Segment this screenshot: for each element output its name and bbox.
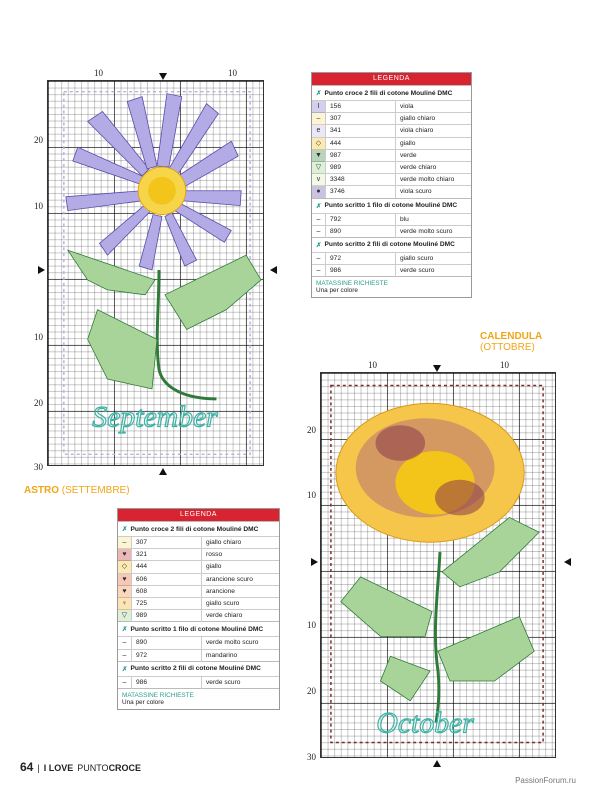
dmc-code: 321 [132, 549, 202, 561]
calendula-caption-main: CALENDULA [480, 331, 543, 342]
chart2-axis-top-10b: 10 [500, 360, 509, 370]
page-number: 64 [20, 760, 34, 774]
legend-astro-back2-row [312, 264, 471, 276]
legend-astro-back2-title: ✗ Punto scritto 2 fili di cotone Mouliné DMC [312, 237, 471, 252]
color-name: verde molto chiaro [400, 176, 455, 184]
legend-astro-title: LEGENDA [312, 73, 471, 85]
dmc-code: 972 [326, 253, 396, 265]
chart1-center-marker-right [270, 266, 277, 274]
chart2-axis-top-10a: 10 [368, 360, 377, 370]
watermark: PassionForum.ru [515, 776, 576, 785]
legend-astro-cross-row [312, 185, 471, 197]
symbol-icon: – [312, 214, 326, 226]
legend-calendula-cross-row [118, 573, 279, 585]
legend-calendula-cross-title: ✗ Punto croce 2 fili di cotone Mouliné DMC [118, 521, 279, 536]
color-name: giallo scuro [206, 599, 240, 607]
symbol-icon: – [118, 677, 132, 689]
cross-icon: ✗ [316, 202, 322, 210]
color-name: verde chiaro [400, 163, 437, 171]
color-name: viola scuro [400, 188, 432, 196]
chart1-center-marker-top [159, 73, 167, 80]
legend-calendula-back2-title: ✗ Punto scritto 2 fili di cotone Mouliné DMC [118, 661, 279, 676]
legend-astro-back1-row [312, 213, 471, 225]
color-name: arancione scuro [206, 575, 253, 583]
color-name: rosso [206, 551, 223, 559]
legend-astro-cross-row [312, 100, 471, 112]
cross-icon: ✗ [122, 526, 128, 533]
legend-astro-footer [312, 276, 471, 297]
legend-astro [311, 72, 472, 298]
legend-calendula-cross-row [118, 560, 279, 572]
astro-caption-sub: (SETTEMBRE) [61, 485, 130, 496]
calendula-chart-artwork [321, 373, 555, 757]
symbol-icon: – [312, 253, 326, 265]
dmc-code: 725 [132, 598, 202, 610]
aster-center-inner [148, 177, 176, 205]
chart2-axis-left-10a: 10 [307, 490, 316, 500]
legend-calendula-cross-row [118, 585, 279, 597]
color-name: verde scuro [206, 678, 241, 686]
calendula-caption-sub: (OTTOBRE) [480, 342, 535, 353]
calendula-chart [320, 372, 556, 758]
calendula-stem [435, 552, 440, 723]
dmc-code: 986 [326, 265, 396, 277]
chart1-center-marker-left [38, 266, 45, 274]
legend-calendula-cross-row [118, 597, 279, 609]
symbol-icon: ♥ [118, 574, 132, 586]
color-name: blu [400, 215, 409, 223]
symbol-icon: – [118, 650, 132, 662]
color-name: verde molto scuro [206, 639, 259, 647]
legend-calendula-back1-row [118, 636, 279, 648]
color-name: arancione [206, 587, 235, 595]
brand-part2-text: PUNTO [77, 763, 109, 773]
symbol-icon: ● [312, 186, 326, 198]
chart2-axis-left-10b: 10 [307, 620, 316, 630]
chart1-axis-left-30: 30 [34, 462, 43, 472]
dmc-code: 307 [132, 537, 202, 549]
dmc-code: 792 [326, 214, 396, 226]
symbol-icon: ♥ [118, 549, 132, 561]
legend-astro-foot-text: Una per colore [316, 287, 358, 295]
color-name: viola chiaro [400, 127, 434, 135]
dmc-code: 156 [326, 101, 396, 113]
legend-calendula-foot-text: Una per colore [122, 698, 164, 706]
calendula-caption [480, 331, 542, 353]
legend-astro-cross-row [312, 149, 471, 161]
legend-astro-cross-row [312, 161, 471, 173]
symbol-icon: ♥ [118, 586, 132, 598]
legend-calendula-foot-title: MATASSINE RICHIESTE [122, 691, 194, 699]
chart2-axis-left-20b: 20 [307, 686, 316, 696]
symbol-icon: I [312, 101, 326, 113]
astro-word: September [92, 401, 218, 434]
chart1-center-marker-bottom [159, 468, 167, 475]
color-name: verde scuro [400, 267, 435, 275]
calendula-word: October [376, 706, 474, 740]
brand-part3: CROCE [108, 763, 142, 773]
legend-calendula-cross-row [118, 548, 279, 560]
legend-astro-back2-row [312, 252, 471, 264]
chart1-axis-left-10a: 10 [34, 201, 43, 211]
astro-caption-main: ASTRO [24, 485, 59, 496]
symbol-icon: ▽ [118, 610, 132, 622]
astro-chart [47, 80, 264, 466]
legend-astro-cross-row [312, 112, 471, 124]
aster-leaves [68, 250, 261, 389]
color-name: verde molto scuro [400, 227, 453, 235]
legend-astro-cross-row [312, 137, 471, 149]
dmc-code: 606 [132, 574, 202, 586]
color-name: giallo [206, 563, 222, 571]
color-name: giallo chiaro [400, 115, 436, 123]
chart1-axis-top-10b: 10 [228, 68, 237, 78]
color-name: mandarino [206, 651, 238, 659]
symbol-icon: ▽ [312, 162, 326, 174]
dmc-code: 307 [326, 113, 396, 125]
dmc-code: 444 [326, 138, 396, 150]
symbol-icon: – [118, 637, 132, 649]
legend-astro-back1-title: ✗ Punto scritto 1 filo di cotone Mouliné DMC [312, 198, 471, 213]
symbol-icon: e [312, 125, 326, 137]
symbol-icon: – [312, 113, 326, 125]
chart2-center-marker-right [564, 558, 571, 566]
legend-astro-foot-title: MATASSINE RICHIESTE [316, 280, 388, 288]
footer-sep: | [37, 763, 40, 773]
color-name: giallo [400, 139, 416, 147]
legend-calendula-cross-rows [118, 536, 279, 621]
dmc-code: 608 [132, 586, 202, 598]
color-name: giallo scuro [400, 254, 434, 262]
dmc-code: 986 [132, 677, 202, 689]
dmc-code: 341 [326, 125, 396, 137]
color-name: verde chiaro [206, 612, 243, 620]
legend-astro-back1-rows [312, 213, 471, 237]
chart2-axis-left-20: 20 [307, 425, 316, 435]
chart2-center-marker-bottom [433, 760, 441, 767]
legend-calendula-back2-row [118, 676, 279, 688]
cross-icon: ✗ [316, 241, 322, 249]
chart1-axis-left-20b: 20 [34, 398, 43, 408]
calendula-flower [336, 403, 524, 542]
symbol-icon: – [118, 537, 132, 549]
dmc-code: 989 [132, 610, 202, 622]
legend-calendula-cross-row [118, 536, 279, 548]
symbol-icon: ◇ [118, 561, 132, 573]
color-name: viola [400, 103, 414, 110]
dmc-code: 3746 [326, 186, 396, 198]
brand-part2 [77, 763, 141, 773]
dmc-code: 890 [132, 637, 202, 649]
legend-calendula-cross-row [118, 609, 279, 621]
dmc-code: 3348 [326, 174, 396, 186]
chart1-axis-left-20: 20 [34, 135, 43, 145]
legend-calendula-back2-rows [118, 676, 279, 688]
cross-icon: ✗ [316, 90, 322, 97]
chart1-axis-top-10a: 10 [94, 68, 103, 78]
chart2-center-marker-left [311, 558, 318, 566]
symbol-icon: ▼ [312, 150, 326, 162]
chart2-center-marker-top [433, 365, 441, 372]
chart2-axis-left-30: 30 [307, 752, 316, 762]
cross-icon: ✗ [122, 626, 128, 634]
legend-calendula-back1-title: ✗ Punto scritto 1 filo di cotone Mouliné DMC [118, 621, 279, 636]
color-name: verde [400, 151, 417, 159]
legend-astro-back2-rows [312, 252, 471, 276]
legend-astro-cross-row [312, 173, 471, 185]
symbol-icon: v [312, 174, 326, 186]
page-footer [20, 760, 141, 774]
legend-calendula-footer [118, 688, 279, 709]
dmc-code: 987 [326, 150, 396, 162]
legend-astro-back1-row [312, 225, 471, 237]
symbol-icon: – [312, 265, 326, 277]
astro-chart-artwork [48, 81, 263, 465]
dmc-code: 890 [326, 226, 396, 238]
legend-calendula-back1-rows [118, 636, 279, 660]
symbol-icon: – [312, 226, 326, 238]
legend-astro-cross-title: ✗ Punto croce 2 fili di cotone Mouliné DMC [312, 85, 471, 100]
dmc-code: 989 [326, 162, 396, 174]
legend-calendula-back1-row [118, 649, 279, 661]
dmc-code: 972 [132, 650, 202, 662]
legend-astro-cross-row [312, 124, 471, 136]
symbol-icon: ♀ [118, 598, 132, 610]
calendula-leaves [341, 517, 539, 700]
legend-astro-cross-rows [312, 100, 471, 198]
brand-part1: I LOVE [43, 763, 74, 773]
dmc-code: 444 [132, 561, 202, 573]
symbol-icon: ◇ [312, 138, 326, 150]
cross-icon: ✗ [122, 665, 128, 673]
chart1-axis-left-10b: 10 [34, 332, 43, 342]
legend-calendula-title: LEGENDA [118, 509, 279, 521]
color-name: giallo chiaro [206, 539, 242, 546]
legend-calendula [117, 508, 280, 710]
astro-caption [24, 485, 130, 496]
